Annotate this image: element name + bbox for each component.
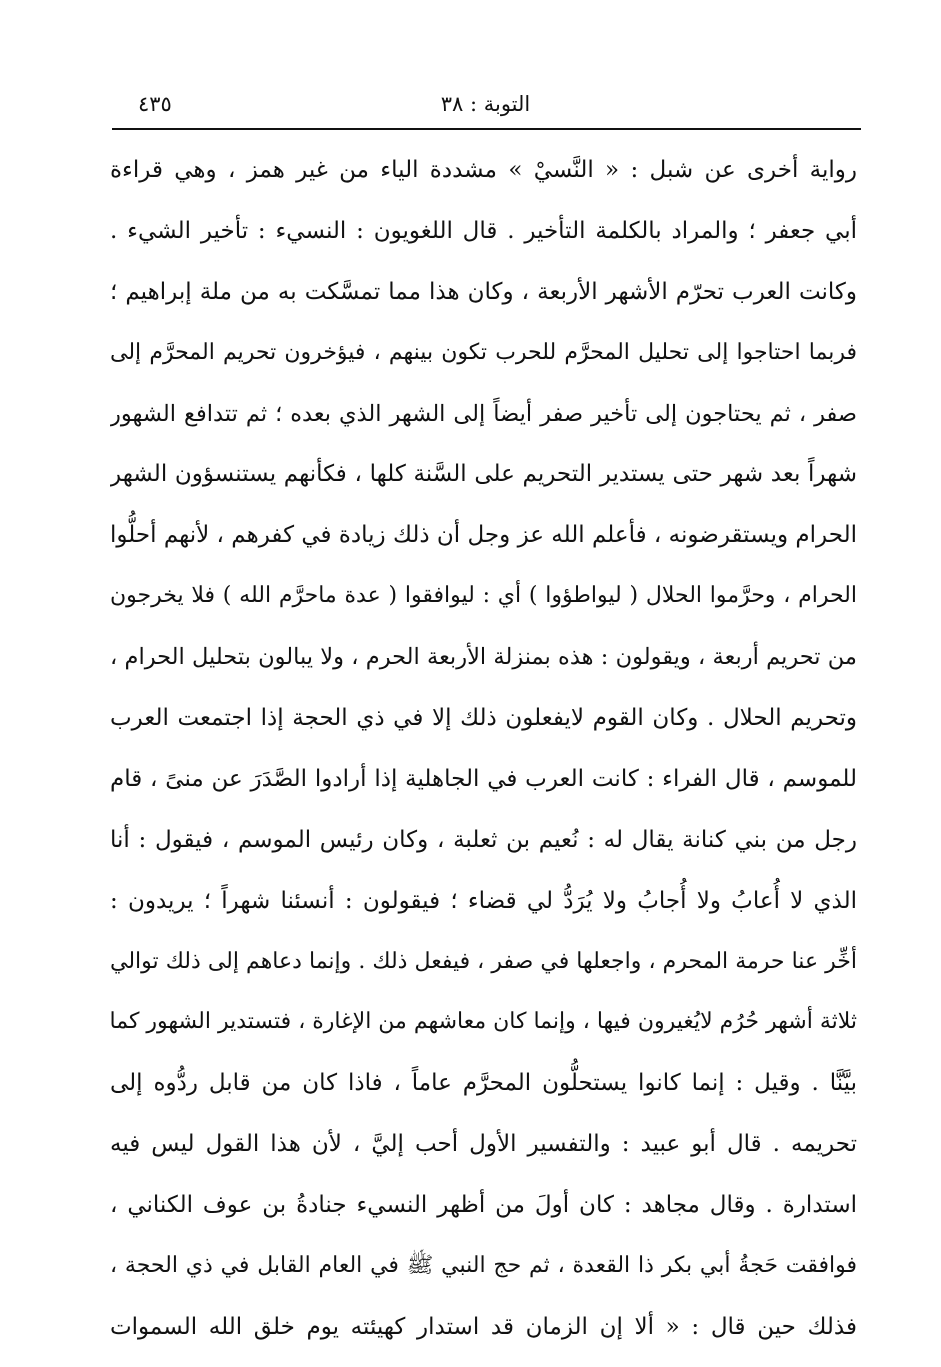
text-line: تحريمه . قال أبو عبيد : والتفسير الأول أحب إليَّ ، لأن هذا القول ليس فيه — [110, 1131, 857, 1158]
text-line: من تحريم أربعة ، ويقولون : هذه بمنزلة الأربعة الحرم ، ولا يبالون بتحليل الحرام ، — [110, 644, 857, 671]
page-number: ٤٣٥ — [138, 92, 172, 116]
text-line: شهراً بعد شهر حتى يستدير التحريم على السَّنة كلها ، فكأنهم يستنسؤون الشهر — [110, 461, 857, 488]
header-divider — [112, 128, 861, 130]
text-line: وكانت العرب تحرّم الأشهر الأربعة ، وكان هذا مما تمسَّكت به من ملة إبراهيم ؛ — [110, 278, 857, 305]
text-line: أبي جعفر ؛ والمراد بالكلمة التأخير . قال اللغويون : النسيء : تأخير الشيء . — [110, 217, 857, 244]
text-line: وتحريم الحلال . وكان القوم لايفعلون ذلك إلا في ذي الحجة إذا اجتمعت العرب — [110, 705, 857, 732]
page-header — [110, 88, 861, 128]
text-line: الحرام ، وحرَّموا الحلال ( ليواطؤوا ) أي : ليوافقوا ( عدة ماحرَّم الله ) فلا يخرجون — [110, 583, 857, 609]
text-line: الذي لا أُعابُ ولا أُجابُ ولا يُرَدُّ لي قضاء ؛ فيقولون : أنسئنا شهراً ؛ يريدون : — [110, 887, 857, 914]
text-line: رجل من بني كنانة يقال له : نُعيم بن ثعلبة ، وكان رئيس الموسم ، فيقول : أنا — [110, 826, 857, 853]
text-line: ثلاثة أشهر حُرُم لايُغيرون فيها ، وإنما كان معاشهم من الإغارة ، فتستدير الشهور كما — [110, 1009, 857, 1035]
body-text — [110, 140, 857, 1358]
running-title: التوبة : ٣٨ — [440, 92, 531, 116]
text-line: أخِّر عنا حرمة المحرم ، واجعلها في صفر ، فيفعل ذلك . وإنما دعاهم إلى ذلك توالي — [110, 948, 857, 974]
text-line: الحرام ويستقرضونه ، فأعلم الله عز وجل أن ذلك زيادة في كفرهم ، لأنهم أحلُّوا — [110, 522, 857, 549]
text-line: صفر ، ثم يحتاجون إلى تأخير صفر أيضاً إلى الشهر الذي بعده ؛ ثم تتدافع الشهور — [110, 400, 857, 427]
text-line: رواية أخرى عن شبل : « النَّسيْ » مشددة الياء من غير همز ، وهي قراءة — [110, 157, 857, 183]
text-line: استدارة . وقال مجاهد : كان أولَ من أظهر النسيء جنادةُ بن عوف الكناني ، — [110, 1192, 857, 1219]
text-line: فربما احتاجوا إلى تحليل المحرَّم للحرب تكون بينهم ، فيؤخرون تحريم المحرَّم إلى — [110, 339, 857, 365]
text-line: بيَّنَّا . وقيل : إنما كانوا يستحلُّون المحرَّم عاماً ، فاذا كان من قابل ردُّوه إلى — [110, 1070, 857, 1097]
text-line: للموسم ، قال الفراء : كانت العرب في الجاهلية إذا أرادوا الصَّدَرَ عن منىً ، قام — [110, 765, 857, 792]
text-line: فوافقت حَجةُ أبي بكر ذا القعدة ، ثم حج النبي ﷺ في العام القابل في ذي الحجة ، — [110, 1253, 857, 1279]
text-line: فذلك حين قال : « ألا إن الزمان قد استدار كهيئته يوم خلق الله السموات — [110, 1313, 857, 1340]
